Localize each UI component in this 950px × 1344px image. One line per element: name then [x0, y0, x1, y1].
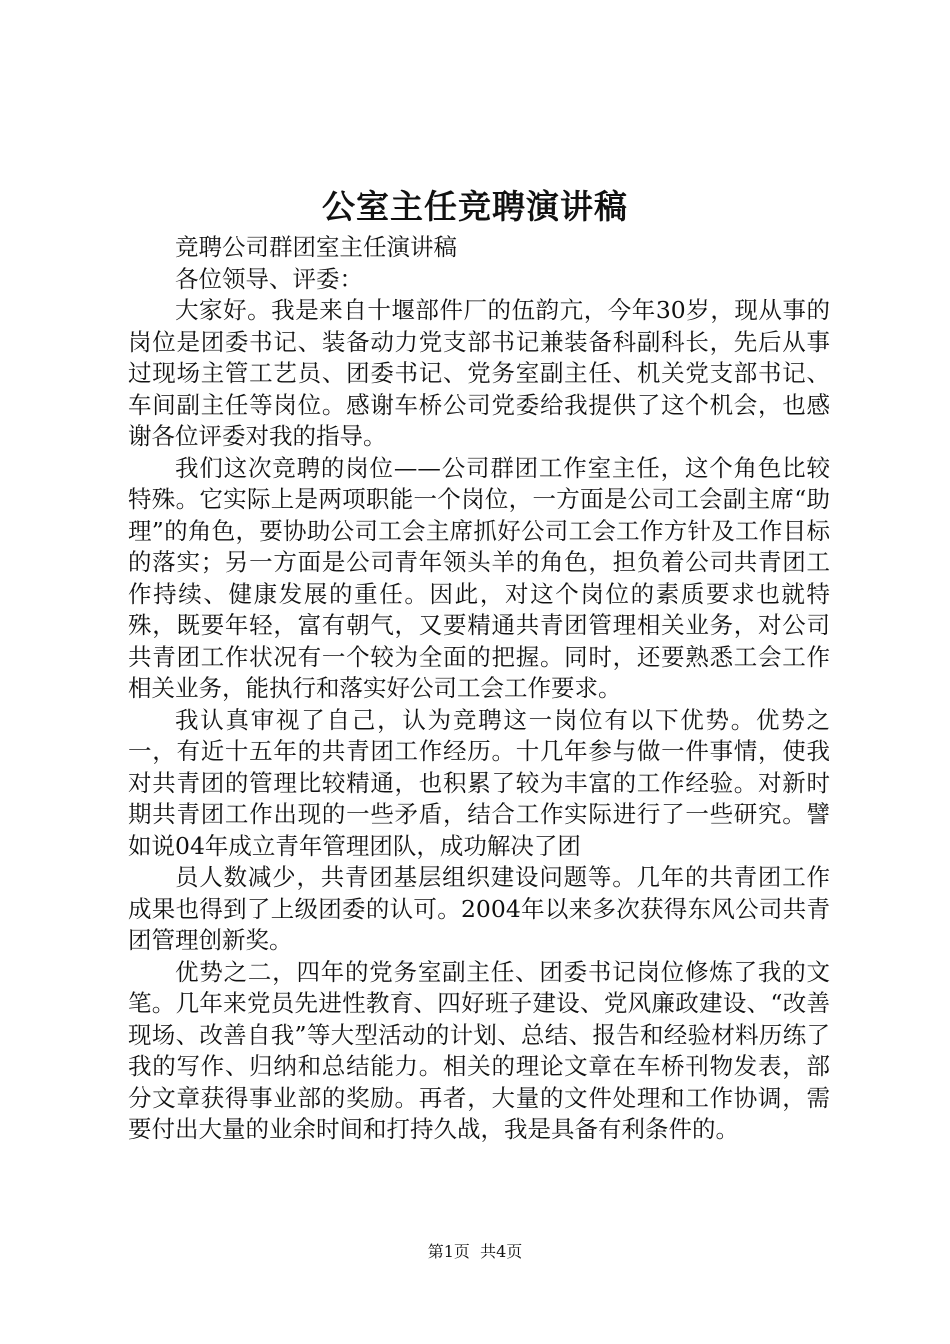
paragraph-introduction: 大家好。我是来自十堰部件厂的伍韵亢，今年30岁，现从事的岗位是团委书记、装备动力党支部书记兼装备科副科长，先后从事过现场主管工艺员、团委书记、党务室副主任、机关党支部书记、车间副主任等岗位。感谢车桥公司党委给我提供了这个机会，也感谢各位评委对我的指导。: [128, 296, 830, 450]
page-number: 第1页 共4页: [427, 1242, 523, 1261]
paragraph-advantage-two: 优势之二，四年的党务室副主任、团委书记岗位修炼了我的文笔。几年来党员先进性教育、四好班子建设、党风廉政建设、“改善现场、改善自我”等大型活动的计划、总结、报告和经验材料历练了我的写作、归纳和总结能力。相关的理论文章在车桥刊物发表，部分文章获得事业部的奖励。再者，大量的文件处理和工作协调，需要付出大量的业余时间和打持久战，我是具备有利条件的。: [128, 957, 830, 1143]
paragraph-subtitle: 竞聘公司群团室主任演讲稿: [175, 233, 457, 261]
paragraph-advantage-one-continued: 员人数减少，共青团基层组织建设问题等。几年的共青团工作成果也得到了上级团委的认可。2004年以来多次获得东风公司共青团管理创新奖。: [128, 863, 830, 954]
paragraph-advantage-one: 我认真审视了自己，认为竞聘这一岗位有以下优势。优势之一，有近十五年的共青团工作经历。十几年参与做一件事情，使我对共青团的管理比较精通，也积累了较为丰富的工作经验。对新时期共青团工作出现的一些矛盾，结合工作实际进行了一些研究。譬如说04年成立青年管理团队，成功解决了团: [128, 705, 830, 860]
paragraph-position-description: 我们这次竞聘的岗位——公司群团工作室主任，这个角色比较特殊。它实际上是两项职能一个岗位，一方面是公司工会副主席“助理”的角色，要协助公司工会主席抓好公司工会工作方针及工作目标的落实；另一方面是公司青年领头羊的角色，担负着公司共青团工作持续、健康发展的重任。因此，对这个岗位的素质要求也就特殊，既要年轻，富有朝气，又要精通共青团管理相关业务，对公司共青团工作状况有一个较为全面的把握。同时，还要熟悉工会工作相关业务，能执行和落实好公司工会工作要求。: [128, 453, 830, 702]
document-body: [128, 232, 830, 1146]
document-title: 公室主任竞聘演讲稿: [322, 187, 628, 226]
paragraph-salutation: 各位领导、评委：: [175, 264, 363, 293]
page-footer: [0, 1240, 950, 1264]
